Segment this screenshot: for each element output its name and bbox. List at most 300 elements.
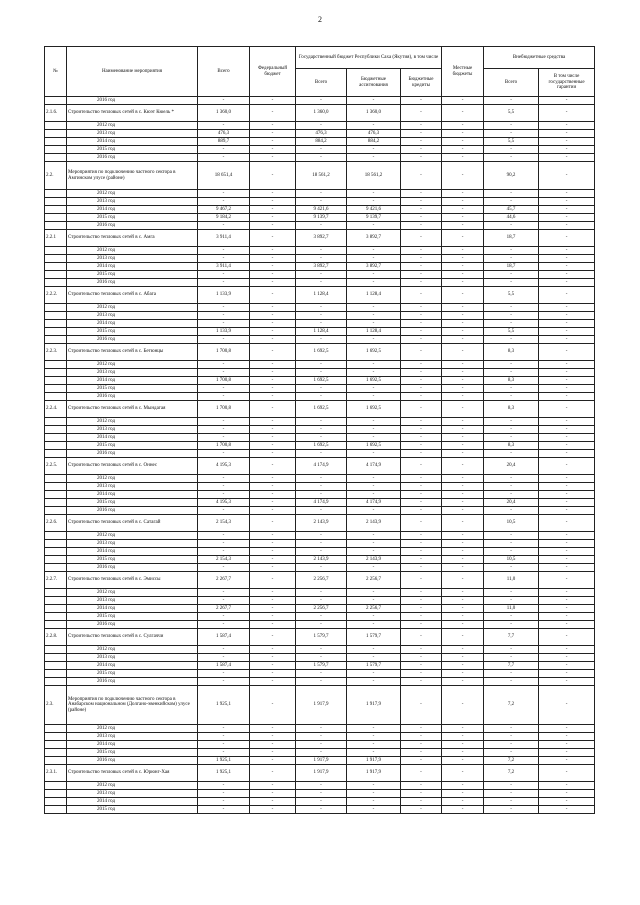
cell-name: 2014 год	[67, 138, 198, 146]
cell-federal: -	[250, 806, 296, 814]
cell-state-total: -	[296, 733, 347, 741]
cell-extra-total: 44,6	[484, 214, 539, 222]
cell-state-credits: -	[401, 97, 442, 105]
cell-local: -	[442, 255, 484, 263]
cell-num	[45, 426, 67, 434]
cell-total: -	[198, 122, 250, 130]
cell-state-credits: -	[401, 304, 442, 312]
cell-state-credits: -	[401, 198, 442, 206]
cell-name: 2015 год	[67, 613, 198, 621]
cell-num	[45, 654, 67, 662]
cell-extra-total: -	[484, 540, 539, 548]
cell-state-budget: -	[347, 418, 401, 426]
cell-state-total: -	[296, 393, 347, 401]
cell-state-total: 18 561,2	[296, 162, 347, 190]
cell-num: 2.2.5.	[45, 458, 67, 475]
cell-extra-total: -	[484, 678, 539, 686]
cell-local: -	[442, 806, 484, 814]
cell-extra-total: -	[484, 507, 539, 515]
cell-name: 2016 год	[67, 154, 198, 162]
cell-state-budget: 2 256,7	[347, 572, 401, 589]
cell-state-total: 2 143,9	[296, 515, 347, 532]
cell-state-budget: -	[347, 369, 401, 377]
table-row-year	[45, 130, 595, 138]
cell-state-budget: 9 421,6	[347, 206, 401, 214]
cell-state-budget: -	[347, 725, 401, 733]
cell-state-budget: -	[347, 385, 401, 393]
table-row-item	[45, 515, 595, 532]
cell-state-budget: -	[347, 798, 401, 806]
cell-local: -	[442, 361, 484, 369]
table-row-year	[45, 426, 595, 434]
cell-state-total: 1 128,4	[296, 328, 347, 336]
cell-federal: -	[250, 532, 296, 540]
cell-state-total: -	[296, 540, 347, 548]
cell-num	[45, 263, 67, 271]
cell-total: 2 154,3	[198, 556, 250, 564]
cell-federal: -	[250, 749, 296, 757]
cell-federal: -	[250, 605, 296, 613]
cell-federal: -	[250, 548, 296, 556]
cell-num	[45, 393, 67, 401]
cell-state-credits: -	[401, 393, 442, 401]
table-row-year	[45, 597, 595, 605]
cell-state-total: -	[296, 122, 347, 130]
cell-name: 2016 год	[67, 678, 198, 686]
table-row-year	[45, 605, 595, 613]
table-row-year	[45, 790, 595, 798]
cell-num: 2.3.1.	[45, 765, 67, 782]
cell-num	[45, 247, 67, 255]
cell-federal: -	[250, 97, 296, 105]
cell-state-total: -	[296, 320, 347, 328]
cell-state-credits: -	[401, 130, 442, 138]
cell-total: -	[198, 434, 250, 442]
table-row-year	[45, 733, 595, 741]
cell-state-credits: -	[401, 548, 442, 556]
cell-federal: -	[250, 556, 296, 564]
cell-state-budget: -	[347, 670, 401, 678]
cell-num	[45, 328, 67, 336]
cell-num	[45, 377, 67, 385]
cell-total: -	[198, 222, 250, 230]
cell-extra-guarantee: -	[539, 198, 595, 206]
cell-state-credits: -	[401, 507, 442, 515]
cell-state-credits: -	[401, 646, 442, 654]
cell-num	[45, 320, 67, 328]
table-row-year	[45, 214, 595, 222]
table-row-year	[45, 475, 595, 483]
table-row-item	[45, 401, 595, 418]
cell-state-credits: -	[401, 401, 442, 418]
cell-num	[45, 605, 67, 613]
funding-table	[44, 46, 595, 814]
table-row-year	[45, 190, 595, 198]
cell-state-credits: -	[401, 483, 442, 491]
table-row-year	[45, 798, 595, 806]
table-row-item	[45, 344, 595, 361]
cell-state-credits: -	[401, 629, 442, 646]
cell-local: -	[442, 105, 484, 122]
cell-extra-guarantee: -	[539, 230, 595, 247]
cell-state-budget: -	[347, 146, 401, 154]
cell-name: 2013 год	[67, 483, 198, 491]
cell-name: 2015 год	[67, 806, 198, 814]
cell-num	[45, 733, 67, 741]
table-row-item	[45, 572, 595, 589]
table-row-year	[45, 434, 595, 442]
cell-state-credits: -	[401, 154, 442, 162]
cell-name: 2013 год	[67, 130, 198, 138]
cell-total: -	[198, 304, 250, 312]
table-row-year	[45, 198, 595, 206]
cell-state-budget: -	[347, 475, 401, 483]
cell-state-credits: -	[401, 214, 442, 222]
cell-num	[45, 475, 67, 483]
cell-local: -	[442, 401, 484, 418]
cell-extra-guarantee: -	[539, 548, 595, 556]
header-state-group: Государственный бюджет Республики Саха (Якутия), в том числе	[296, 47, 442, 69]
cell-num	[45, 621, 67, 629]
cell-name: 2016 год	[67, 393, 198, 401]
cell-local: -	[442, 328, 484, 336]
cell-extra-guarantee: -	[539, 271, 595, 279]
cell-total: -	[198, 621, 250, 629]
cell-state-budget: -	[347, 222, 401, 230]
cell-state-total: -	[296, 589, 347, 597]
cell-local: -	[442, 491, 484, 499]
cell-state-credits: -	[401, 369, 442, 377]
cell-total: 1 700,8	[198, 344, 250, 361]
cell-state-budget: 1 917,9	[347, 686, 401, 725]
cell-extra-total: -	[484, 806, 539, 814]
cell-state-total: 1 579,7	[296, 629, 347, 646]
cell-extra-total: -	[484, 749, 539, 757]
cell-state-credits: -	[401, 572, 442, 589]
table-row-item	[45, 765, 595, 782]
table-row-year	[45, 154, 595, 162]
cell-local: -	[442, 442, 484, 450]
cell-local: -	[442, 418, 484, 426]
cell-extra-guarantee: -	[539, 122, 595, 130]
header-extra-guarantee: В том числе государственные гарантии	[539, 69, 595, 97]
cell-extra-total: 7,7	[484, 629, 539, 646]
cell-extra-total: 7,2	[484, 765, 539, 782]
cell-federal: -	[250, 450, 296, 458]
cell-state-total: 3 892,7	[296, 230, 347, 247]
cell-state-budget: -	[347, 279, 401, 287]
cell-num	[45, 782, 67, 790]
cell-num	[45, 556, 67, 564]
cell-local: -	[442, 377, 484, 385]
cell-num: 2.2.2.	[45, 287, 67, 304]
cell-state-total: 1 579,7	[296, 662, 347, 670]
cell-extra-guarantee: -	[539, 162, 595, 190]
cell-local: -	[442, 385, 484, 393]
cell-state-total: 2 256,7	[296, 605, 347, 613]
cell-state-budget: 1 692,5	[347, 377, 401, 385]
cell-extra-total: -	[484, 491, 539, 499]
cell-state-total: 476,3	[296, 130, 347, 138]
cell-name: 2015 год	[67, 670, 198, 678]
cell-local: -	[442, 515, 484, 532]
cell-state-budget: -	[347, 312, 401, 320]
cell-extra-guarantee: -	[539, 287, 595, 304]
cell-state-total: -	[296, 418, 347, 426]
cell-state-credits: -	[401, 312, 442, 320]
cell-extra-guarantee: -	[539, 483, 595, 491]
cell-state-credits: -	[401, 138, 442, 146]
cell-extra-total: 10,5	[484, 556, 539, 564]
cell-local: -	[442, 733, 484, 741]
cell-extra-total: -	[484, 483, 539, 491]
cell-federal: -	[250, 678, 296, 686]
cell-extra-guarantee: -	[539, 328, 595, 336]
cell-local: -	[442, 725, 484, 733]
cell-extra-guarantee: -	[539, 312, 595, 320]
cell-num	[45, 662, 67, 670]
cell-state-budget: 884,2	[347, 138, 401, 146]
cell-federal: -	[250, 418, 296, 426]
cell-federal: -	[250, 654, 296, 662]
cell-extra-total: -	[484, 198, 539, 206]
cell-num	[45, 597, 67, 605]
cell-state-total: -	[296, 361, 347, 369]
cell-name: 2016 год	[67, 450, 198, 458]
cell-name: 2015 год	[67, 556, 198, 564]
cell-total: -	[198, 426, 250, 434]
cell-name: Строительство тепловых сетей в с. Сатагай	[67, 515, 198, 532]
cell-federal: -	[250, 105, 296, 122]
cell-federal: -	[250, 385, 296, 393]
header-state-credits: Бюджетные кредиты	[401, 69, 442, 97]
cell-extra-guarantee: -	[539, 662, 595, 670]
cell-num	[45, 483, 67, 491]
cell-local: -	[442, 206, 484, 214]
cell-extra-total: -	[484, 434, 539, 442]
cell-federal: -	[250, 247, 296, 255]
header-local: Местные бюджеты	[442, 47, 484, 97]
cell-num	[45, 613, 67, 621]
cell-state-total: -	[296, 532, 347, 540]
cell-num	[45, 97, 67, 105]
cell-extra-guarantee: -	[539, 247, 595, 255]
cell-extra-total: -	[484, 271, 539, 279]
cell-local: -	[442, 757, 484, 765]
cell-total: 476,3	[198, 130, 250, 138]
cell-state-credits: -	[401, 230, 442, 247]
cell-num	[45, 757, 67, 765]
cell-extra-guarantee: -	[539, 798, 595, 806]
cell-state-total: -	[296, 450, 347, 458]
cell-state-budget: 2 143,9	[347, 515, 401, 532]
cell-state-budget: -	[347, 434, 401, 442]
cell-total: 1 925,1	[198, 686, 250, 725]
table-row-item	[45, 458, 595, 475]
cell-name: 2015 год	[67, 749, 198, 757]
cell-federal: -	[250, 662, 296, 670]
cell-state-total: -	[296, 271, 347, 279]
cell-name: 2016 год	[67, 279, 198, 287]
cell-extra-guarantee: -	[539, 741, 595, 749]
cell-extra-guarantee: -	[539, 146, 595, 154]
cell-state-credits: -	[401, 336, 442, 344]
cell-federal: -	[250, 312, 296, 320]
table-row-year	[45, 377, 595, 385]
cell-num	[45, 499, 67, 507]
cell-state-total: -	[296, 678, 347, 686]
cell-federal: -	[250, 564, 296, 572]
cell-extra-guarantee: -	[539, 621, 595, 629]
cell-name: 2012 год	[67, 190, 198, 198]
cell-extra-guarantee: -	[539, 654, 595, 662]
cell-total: -	[198, 548, 250, 556]
cell-name: 2013 год	[67, 733, 198, 741]
cell-name: Строительство тепловых сетей в с. Эмиссы	[67, 572, 198, 589]
cell-name: 2016 год	[67, 621, 198, 629]
cell-num	[45, 418, 67, 426]
cell-state-budget: -	[347, 621, 401, 629]
cell-local: -	[442, 122, 484, 130]
table-row-item	[45, 105, 595, 122]
table-row-year	[45, 749, 595, 757]
table-row-year	[45, 757, 595, 765]
cell-total: -	[198, 336, 250, 344]
cell-state-credits: -	[401, 385, 442, 393]
cell-num	[45, 725, 67, 733]
cell-state-total: 1 128,4	[296, 287, 347, 304]
cell-state-total: 9 421,6	[296, 206, 347, 214]
cell-total: 1 925,1	[198, 757, 250, 765]
cell-state-budget: 1 360,0	[347, 105, 401, 122]
cell-state-credits: -	[401, 146, 442, 154]
cell-state-budget: -	[347, 304, 401, 312]
cell-state-budget: -	[347, 393, 401, 401]
cell-extra-guarantee: -	[539, 806, 595, 814]
cell-total: -	[198, 198, 250, 206]
cell-state-total: -	[296, 483, 347, 491]
cell-extra-total: -	[484, 361, 539, 369]
cell-state-total: -	[296, 725, 347, 733]
cell-state-total: -	[296, 154, 347, 162]
cell-federal: -	[250, 483, 296, 491]
table-row-year	[45, 556, 595, 564]
cell-federal: -	[250, 621, 296, 629]
cell-state-budget: -	[347, 271, 401, 279]
cell-federal: -	[250, 206, 296, 214]
cell-extra-guarantee: -	[539, 589, 595, 597]
cell-num	[45, 154, 67, 162]
cell-state-budget: -	[347, 532, 401, 540]
cell-extra-total: -	[484, 146, 539, 154]
cell-state-budget: -	[347, 654, 401, 662]
table-row-year	[45, 369, 595, 377]
cell-extra-total: 5,5	[484, 287, 539, 304]
cell-extra-guarantee: -	[539, 393, 595, 401]
cell-state-budget: -	[347, 749, 401, 757]
cell-federal: -	[250, 434, 296, 442]
cell-total: 1 700,8	[198, 442, 250, 450]
cell-extra-total: -	[484, 190, 539, 198]
cell-local: -	[442, 154, 484, 162]
cell-state-budget: -	[347, 741, 401, 749]
cell-local: -	[442, 198, 484, 206]
cell-num	[45, 369, 67, 377]
cell-extra-guarantee: -	[539, 540, 595, 548]
cell-total: -	[198, 782, 250, 790]
cell-total: 4 195,3	[198, 458, 250, 475]
cell-state-budget: -	[347, 564, 401, 572]
cell-name: 2014 год	[67, 798, 198, 806]
cell-state-total: -	[296, 426, 347, 434]
cell-state-total: 1 692,5	[296, 442, 347, 450]
cell-local: -	[442, 629, 484, 646]
cell-state-budget: 1 579,7	[347, 629, 401, 646]
cell-federal: -	[250, 798, 296, 806]
cell-extra-total: -	[484, 741, 539, 749]
cell-num	[45, 442, 67, 450]
cell-state-total: -	[296, 741, 347, 749]
table-row-year	[45, 613, 595, 621]
cell-num	[45, 491, 67, 499]
cell-state-total: -	[296, 564, 347, 572]
cell-name: Строительство тепловых сетей в с. Мындагая	[67, 401, 198, 418]
cell-local: -	[442, 344, 484, 361]
cell-extra-guarantee: -	[539, 507, 595, 515]
cell-state-credits: -	[401, 556, 442, 564]
cell-extra-guarantee: -	[539, 725, 595, 733]
cell-total: 1 360,0	[198, 105, 250, 122]
table-row-year	[45, 564, 595, 572]
table-row-year	[45, 222, 595, 230]
cell-name: 2014 год	[67, 741, 198, 749]
table-row-year	[45, 532, 595, 540]
cell-local: -	[442, 312, 484, 320]
cell-extra-guarantee: -	[539, 749, 595, 757]
cell-federal: -	[250, 426, 296, 434]
cell-name: Строительство тепловых сетей в с. Сулгаччи	[67, 629, 198, 646]
cell-federal: -	[250, 222, 296, 230]
cell-extra-total: -	[484, 798, 539, 806]
cell-name: 2014 год	[67, 491, 198, 499]
cell-extra-guarantee: -	[539, 304, 595, 312]
cell-state-credits: -	[401, 790, 442, 798]
cell-extra-total: -	[484, 122, 539, 130]
cell-extra-total: 11,0	[484, 572, 539, 589]
cell-name: 2013 год	[67, 312, 198, 320]
cell-state-total: 9 139,7	[296, 214, 347, 222]
cell-extra-total: -	[484, 247, 539, 255]
cell-state-total: -	[296, 434, 347, 442]
cell-extra-total: -	[484, 154, 539, 162]
cell-name: 2016 год	[67, 564, 198, 572]
cell-total: -	[198, 190, 250, 198]
cell-extra-total: 7,7	[484, 662, 539, 670]
cell-name: 2012 год	[67, 532, 198, 540]
cell-state-credits: -	[401, 344, 442, 361]
cell-num	[45, 532, 67, 540]
cell-state-total: -	[296, 798, 347, 806]
cell-num	[45, 670, 67, 678]
cell-state-total: -	[296, 507, 347, 515]
cell-state-budget: -	[347, 646, 401, 654]
cell-state-credits: -	[401, 613, 442, 621]
cell-state-total: -	[296, 491, 347, 499]
cell-state-budget: -	[347, 97, 401, 105]
cell-state-credits: -	[401, 532, 442, 540]
cell-state-budget: 4 174,9	[347, 458, 401, 475]
cell-local: -	[442, 214, 484, 222]
